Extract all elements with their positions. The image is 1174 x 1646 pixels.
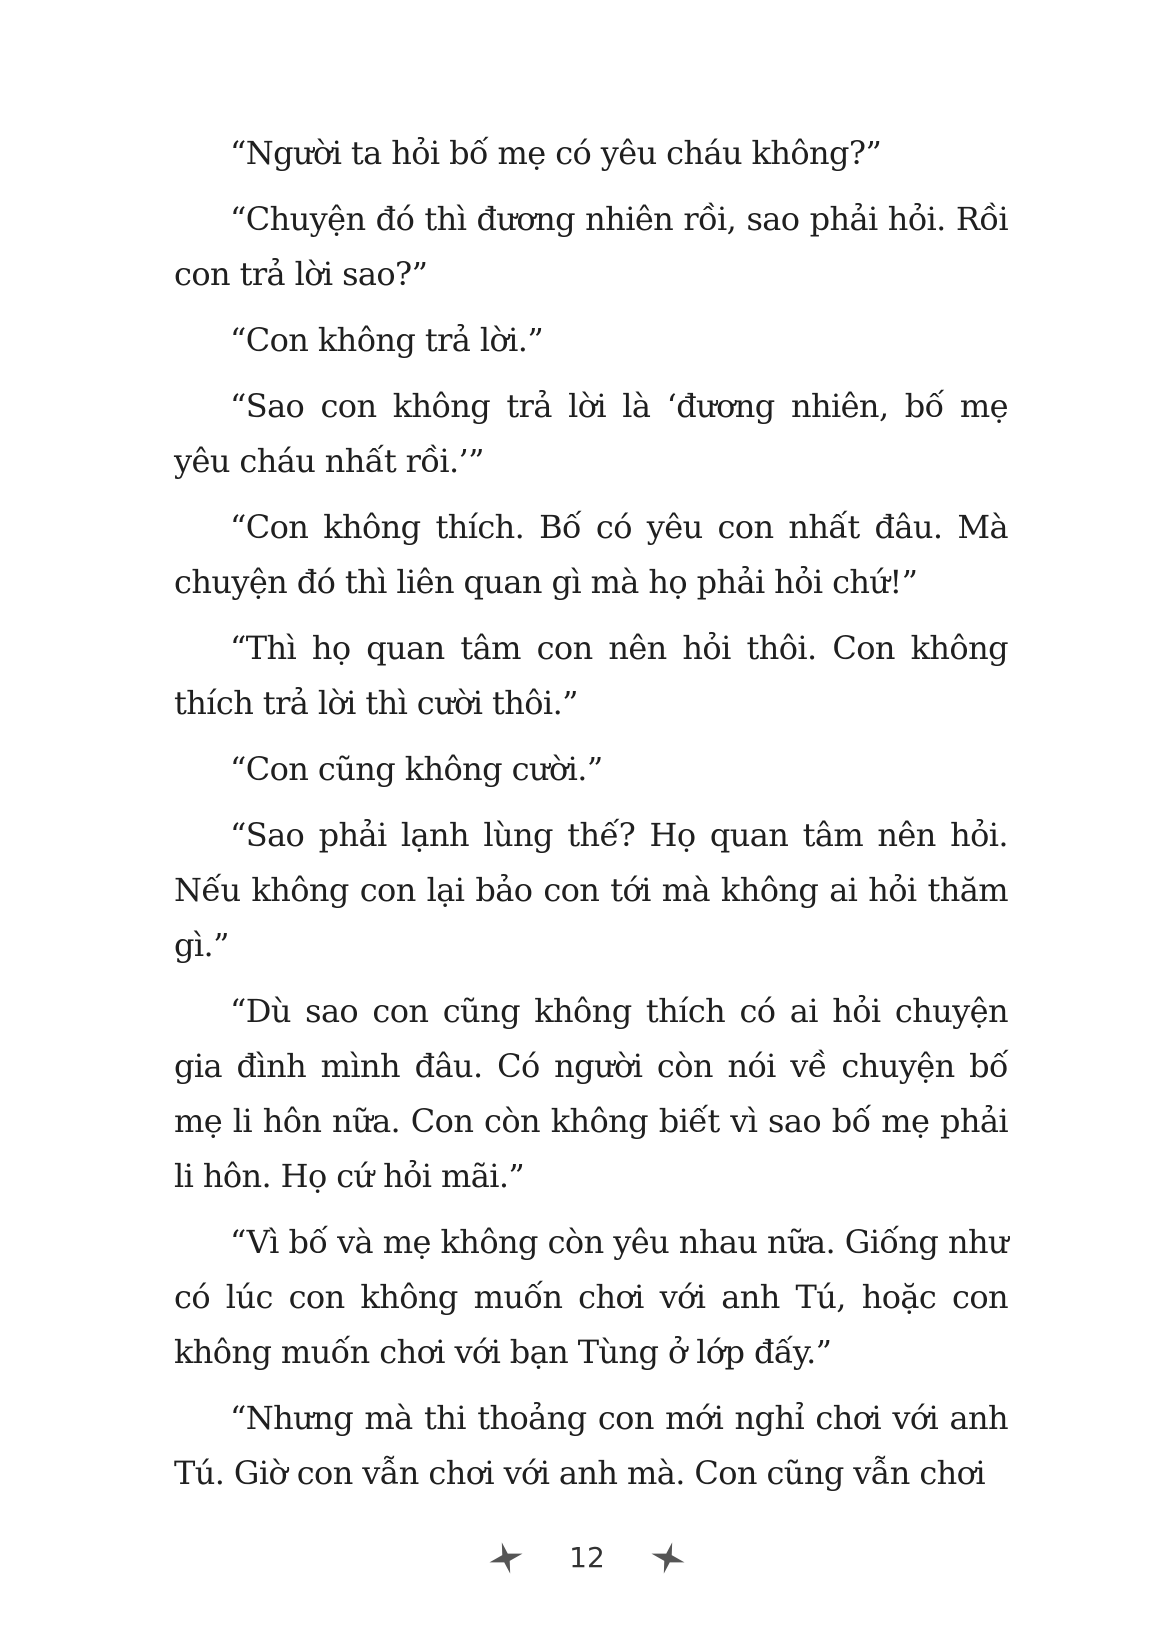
paragraph-10: “Vì bố và mẹ không còn yêu nhau nữa. Giống như có lúc con không muốn chơi với anh Tú, hoặc con không muốn chơi với bạn Tùng ở lớp đấy.” [174, 1223, 1008, 1371]
star-icon [487, 1539, 525, 1577]
paragraph-9: “Dù sao con cũng không thích có ai hỏi chuyện gia đình mình đâu. Có người còn nói về chuyện bố mẹ li hôn nữa. Con còn không biết vì sao bố mẹ phải li hôn. Họ cứ hỏi mãi.” [174, 992, 1008, 1195]
star-icon [649, 1539, 687, 1577]
paragraph-4: “Sao con không trả lời là ‘đương nhiên, bố mẹ yêu cháu nhất rồi.’” [174, 387, 1008, 480]
paragraph-3: “Con không trả lời.” [230, 321, 544, 359]
paragraph-5: “Con không thích. Bố có yêu con nhất đâu. Mà chuyện đó thì liên quan gì mà họ phải hỏi chứ!” [174, 508, 1008, 601]
paragraph-2: “Chuyện đó thì đương nhiên rồi, sao phải hỏi. Rồi con trả lời sao?” [174, 200, 1008, 293]
paragraph-6: “Thì họ quan tâm con nên hỏi thôi. Con không thích trả lời thì cười thôi.” [174, 629, 1008, 722]
page-number: 12 [569, 1541, 605, 1574]
paragraph-11: “Nhưng mà thi thoảng con mới nghỉ chơi với anh Tú. Giờ con vẫn chơi với anh mà. Con cũng vẫn chơi [174, 1399, 1008, 1492]
left-star-shape [487, 1539, 525, 1577]
page-footer [0, 1528, 1174, 1588]
paragraph-7: “Con cũng không cười.” [230, 750, 603, 788]
right-star-shape [649, 1539, 687, 1577]
paragraph-8: “Sao phải lạnh lùng thế? Họ quan tâm nên hỏi. Nếu không con lại bảo con tới mà không ai hỏi thăm gì.” [174, 816, 1008, 964]
paragraph-1: “Người ta hỏi bố mẹ có yêu cháu không?” [230, 134, 882, 172]
body-text [174, 126, 1008, 1512]
